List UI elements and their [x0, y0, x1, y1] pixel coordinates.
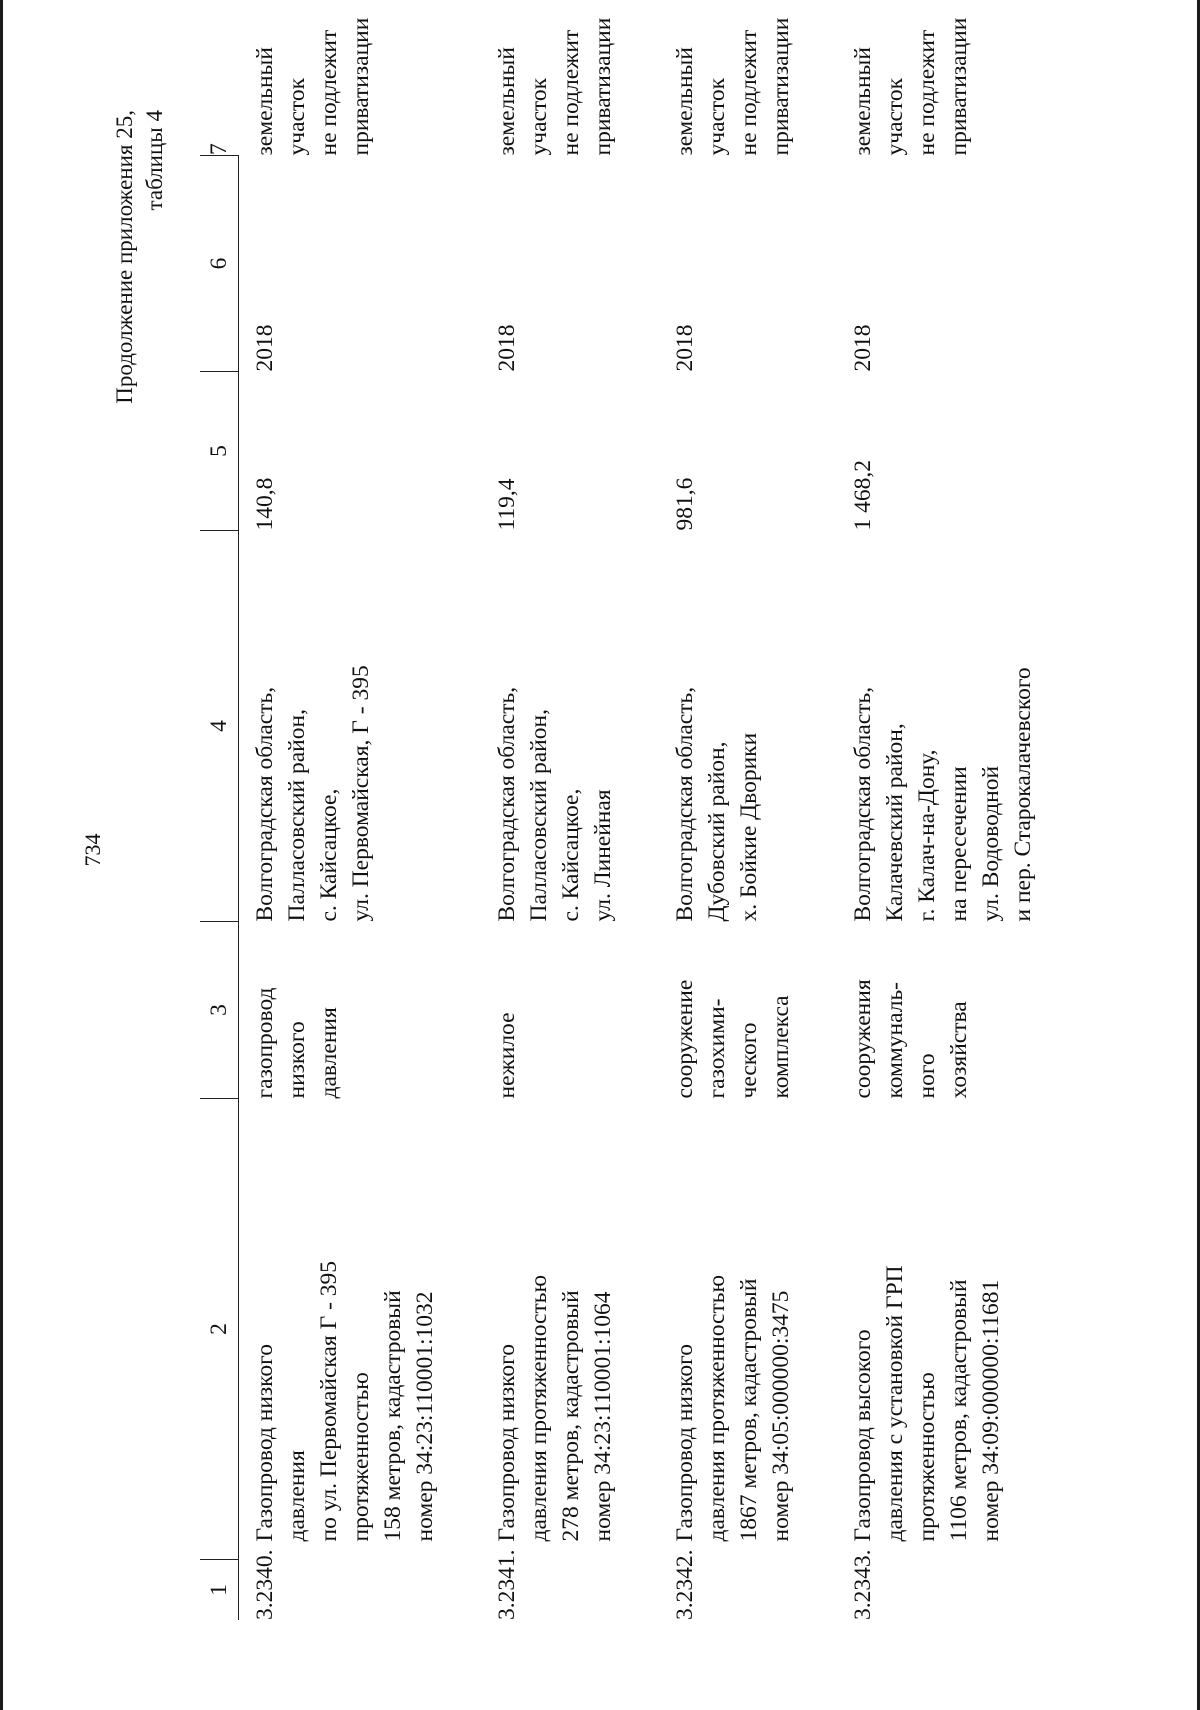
- text-line: 278 метров, кадастровый: [558, 1290, 584, 1542]
- text-line: ческого: [736, 1022, 762, 1099]
- column-number: 1: [200, 1560, 239, 1621]
- text-line: Калачевский район,: [882, 723, 908, 922]
- object-type-cell-lines: [669, 926, 797, 1099]
- text-line: давления: [284, 1450, 310, 1542]
- text-line: с. Кайсацкое,: [316, 788, 342, 922]
- value-cell: 119,4: [494, 478, 520, 531]
- column-number: 2: [200, 1099, 239, 1560]
- item-number-and-name: [249, 1103, 441, 1621]
- text-line: 158 метров, кадастровый: [380, 1290, 406, 1542]
- text-line: Газопровод низкого: [672, 1344, 698, 1542]
- text-line: г. Калач-на-Дону,: [914, 749, 940, 922]
- address-cell-lines: [249, 535, 377, 922]
- text-line: ул. Водоводной: [978, 765, 1004, 922]
- item-number: 3.2342.: [672, 1549, 698, 1620]
- text-line: Палласовский район,: [526, 709, 552, 922]
- item-name: [669, 1275, 797, 1542]
- object-type-cell-lines: [249, 926, 345, 1099]
- text-line: коммуналь-: [882, 981, 908, 1099]
- continuation-line: Продолжение приложения 25,: [112, 110, 137, 404]
- value-cell: 1 468,2: [850, 460, 876, 531]
- address-cell-lines: [847, 535, 1039, 922]
- table-row: 3.2343. Газопровод высокого давления с установкой ГРП протяженностью 1106 метров, кадастровый номер 34:09:000000:11681 сооружения коммуналь- ного хозяйства Волгоградская область, Калачевский район, г. Калач-на-Дону, на пересечении ул. Водоводной и пер. Старокалачевского 1 468,2 2018 земельный участок не подлежит приватизации: [837, 156, 1079, 1621]
- text-line: протяженностью: [914, 1372, 940, 1542]
- text-line: с. Кайсацкое,: [558, 788, 584, 922]
- text-line: сооружение: [672, 979, 698, 1099]
- continuation-heading: [110, 110, 170, 404]
- item-number-and-name: [847, 1103, 1007, 1621]
- year-cell: 2018: [494, 324, 520, 372]
- address-cell: [481, 531, 659, 922]
- text-line: Палласовский район,: [284, 709, 310, 922]
- object-type-cell-lines: [847, 926, 975, 1099]
- address-cell: [659, 531, 837, 922]
- address-cell: [239, 531, 482, 922]
- text-line: хозяйства: [946, 1001, 972, 1099]
- column-number: 4: [200, 531, 239, 922]
- item-number-and-name: [669, 1103, 797, 1621]
- item-name: [847, 1265, 1007, 1541]
- text-line: Дубовский район,: [704, 741, 730, 922]
- table-row: 3.2340. Газопровод низкого давления по ул. Первомайская Г - 395 протяженностью 158 метров, кадастровый номер 34:23:110001:1032 газопровод низкого давления Волгоградская область, Палласовский район, с. Кайсацкое, ул. Первомайская, Г - 395 140,8 2018 земельный участок не подлежит приватизации: [239, 156, 482, 1621]
- column-number: 6: [200, 156, 239, 372]
- text-line: Волгоградская область,: [494, 686, 520, 922]
- text-line: 1867 метров, кадастровый: [736, 1278, 762, 1542]
- text-line: Волгоградская область,: [672, 686, 698, 922]
- object-type-cell-lines: [491, 926, 523, 1099]
- text-line: сооружения: [850, 979, 876, 1099]
- page-number: 734: [80, 833, 105, 867]
- value-cell: 981,6: [672, 477, 698, 531]
- item-number: 3.2340.: [252, 1549, 278, 1620]
- address-cell-lines: [491, 535, 619, 922]
- text-line: номер 34:05:000000:3475: [768, 1290, 794, 1542]
- address-cell-lines: [669, 535, 765, 922]
- column-number: 5: [200, 372, 239, 531]
- text-line: давления протяженностью: [704, 1274, 730, 1542]
- year-cell: 2018: [672, 324, 698, 372]
- text-line: низкого: [284, 1021, 310, 1099]
- text-line: ного: [914, 1053, 940, 1099]
- item-cell: [659, 1099, 837, 1621]
- item-name: [491, 1275, 619, 1542]
- table-row: 3.2341. Газопровод низкого давления протяженностью 278 метров, кадастровый номер 34:23:110001:1064 нежилое Волгоградская область, Палласовский район, с. Кайсацкое, ул. Линейная 119,4 2018 земельный участок не подлежит приватизации: [481, 156, 659, 1621]
- text-line: Волгоградская область,: [252, 686, 278, 922]
- text-line: х. Бойкие Дворики: [736, 732, 762, 922]
- item-cell: [481, 1099, 659, 1621]
- text-line: протяженностью: [348, 1372, 374, 1542]
- text-line: ул. Первомайская, Г - 395: [348, 665, 374, 922]
- text-line: комплекса: [768, 995, 794, 1099]
- item-name: [249, 1261, 441, 1542]
- text-line: ул. Линейная: [590, 789, 616, 922]
- text-line: давления: [316, 1007, 342, 1099]
- column-number-row: 1 2 3 4 5 6 7: [200, 156, 239, 1621]
- item-cell: [239, 1099, 482, 1621]
- text-line: нежилое: [494, 1012, 520, 1099]
- text-line: газопровод: [252, 987, 278, 1099]
- continuation-line: таблицы 4: [142, 110, 167, 211]
- item-number: 3.2343.: [850, 1549, 876, 1620]
- text-line: Волгоградская область,: [850, 686, 876, 922]
- text-line: газохими-: [704, 998, 730, 1099]
- object-type-cell: [837, 922, 1079, 1099]
- value-cell: 140,8: [252, 477, 278, 531]
- text-line: Газопровод низкого: [494, 1344, 520, 1542]
- text-line: и пер. Старокалачевского: [1010, 667, 1036, 922]
- table-body: [239, 17, 1080, 1621]
- address-cell: [837, 531, 1079, 922]
- text-line: номер 34:09:000000:11681: [978, 1279, 1004, 1542]
- text-line: давления с установкой ГРП: [882, 1265, 908, 1542]
- table-row: 3.2342. Газопровод низкого давления протяженностью 1867 метров, кадастровый номер 34:05:000000:3475 сооружение газохими- ческого комплекса Волгоградская область, Дубовский район, х. Бойкие Дворики 981,6 2018 земельный участок не подлежит приватизации: [659, 156, 837, 1621]
- object-type-cell: [659, 922, 837, 1099]
- item-number-and-name: [491, 1103, 619, 1621]
- property-table: [200, 17, 1079, 1621]
- object-type-cell: [239, 922, 482, 1099]
- text-line: давления протяженностью: [526, 1274, 552, 1542]
- text-line: Газопровод высокого: [850, 1329, 876, 1542]
- year-cell: 2018: [850, 324, 876, 372]
- text-line: номер 34:23:110001:1032: [412, 1291, 438, 1542]
- text-line: 1106 метров, кадастровый: [946, 1279, 972, 1542]
- year-cell: 2018: [252, 324, 278, 372]
- item-cell: [837, 1099, 1079, 1621]
- object-type-cell: [481, 922, 659, 1099]
- text-line: на пересечении: [946, 766, 972, 922]
- item-number: 3.2341.: [494, 1549, 520, 1620]
- text-line: Газопровод низкого: [252, 1344, 278, 1542]
- column-number: 3: [200, 922, 239, 1099]
- text-line: номер 34:23:110001:1064: [590, 1291, 616, 1542]
- text-line: по ул. Первомайская Г - 395: [316, 1260, 342, 1542]
